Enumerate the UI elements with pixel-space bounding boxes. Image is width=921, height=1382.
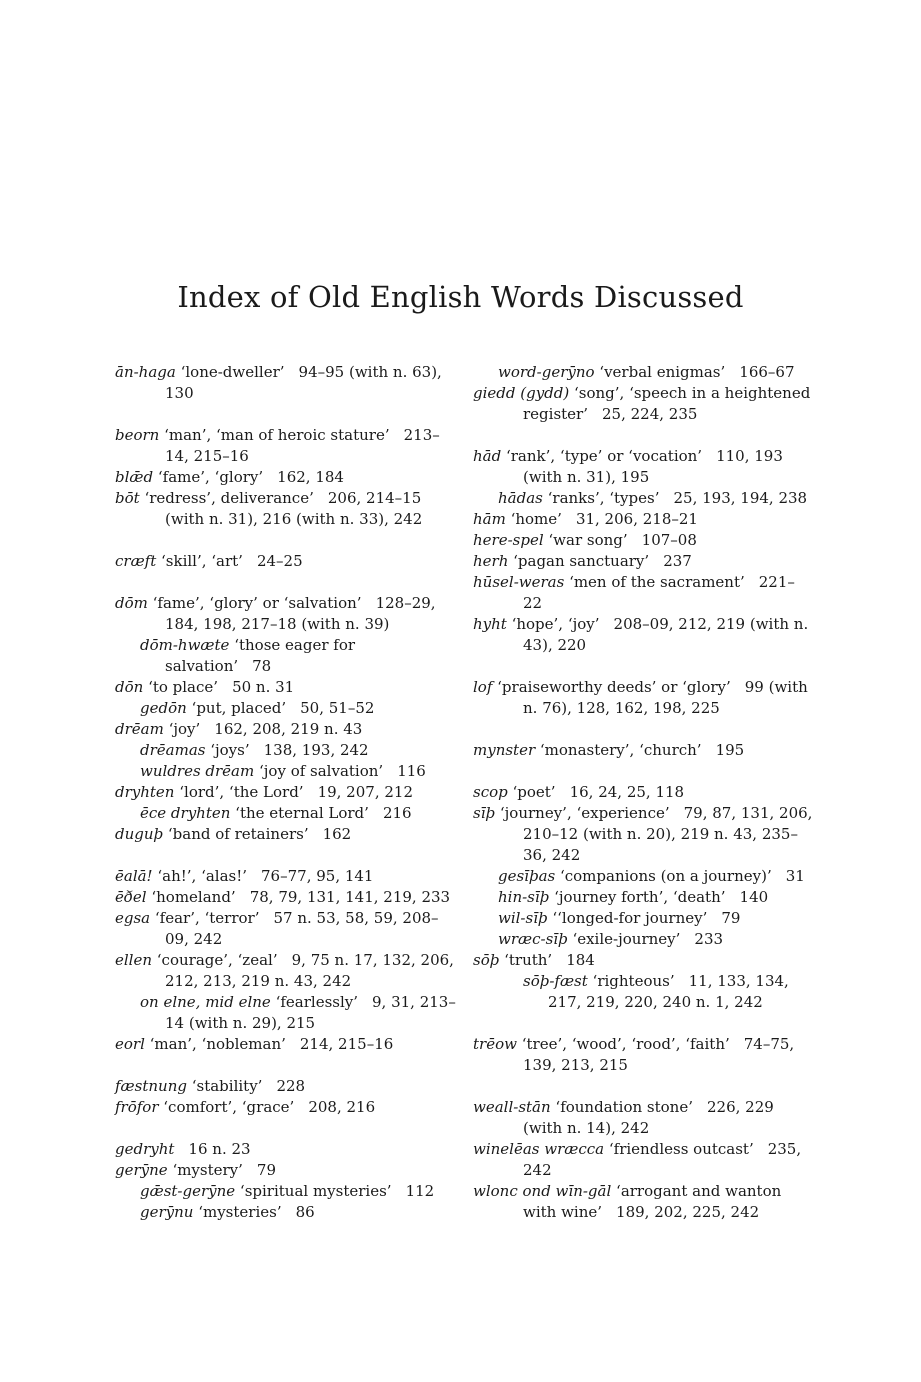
gloss: ‘friendless outcast’ bbox=[604, 1140, 754, 1158]
page-references: 19, 207, 212 bbox=[317, 783, 413, 801]
headword: ēðel bbox=[115, 888, 147, 906]
index-entry bbox=[115, 782, 460, 803]
headword: gedryht bbox=[115, 1140, 175, 1158]
gloss: ‘skill’, ‘art’ bbox=[156, 552, 243, 570]
headword: dōm bbox=[115, 594, 148, 612]
page-references: 79 bbox=[721, 909, 741, 927]
headword: fæstnung bbox=[115, 1077, 187, 1095]
page-references: 78 bbox=[252, 657, 272, 675]
index-entry bbox=[115, 887, 460, 908]
entry-group-gap bbox=[473, 1013, 813, 1034]
headword: gedōn bbox=[140, 699, 187, 717]
index-entry bbox=[115, 677, 460, 698]
gloss: ‘fear’, ‘terror’ bbox=[150, 909, 260, 927]
headword: dōn bbox=[115, 678, 144, 696]
index-entry bbox=[115, 362, 460, 404]
headword: ān-haga bbox=[115, 363, 176, 381]
page-references: 99 (with n. 76), 128, 162, 198, 225 bbox=[523, 678, 808, 717]
gloss: ‘pagan sanctuary’ bbox=[508, 552, 650, 570]
entry-group-gap bbox=[115, 572, 460, 593]
gloss: ‘tree’, ‘wood’, ‘rood’, ‘faith’ bbox=[516, 1035, 730, 1053]
headword: drēam bbox=[115, 720, 164, 738]
gloss: ‘praiseworthy deeds’ or ‘glory’ bbox=[492, 678, 731, 696]
page-references: 208–09, 212, 219 (with n. 43), 220 bbox=[523, 615, 809, 654]
gloss: ‘spiritual mysteries’ bbox=[235, 1182, 392, 1200]
headword: weall-stān bbox=[473, 1098, 551, 1116]
page-references: 216 bbox=[382, 804, 412, 822]
headword: ēce dryhten bbox=[140, 804, 231, 822]
gloss: ‘those eager for salvation’ bbox=[165, 636, 356, 675]
headword: frōfor bbox=[115, 1098, 159, 1116]
index-entry bbox=[473, 1034, 813, 1076]
index-entry bbox=[115, 1160, 460, 1181]
gloss: ‘joy of salvation’ bbox=[254, 762, 384, 780]
page-references: 233 bbox=[694, 930, 724, 948]
index-entry bbox=[473, 572, 813, 614]
page-references: 138, 193, 242 bbox=[263, 741, 369, 759]
page-references: 206, 214–15 (with n. 31), 216 (with n. 33), 242 bbox=[165, 489, 423, 528]
index-entry bbox=[473, 1139, 813, 1181]
headword: eorl bbox=[115, 1035, 145, 1053]
gloss: ‘put, placed’ bbox=[186, 699, 287, 717]
gloss: ‘courage’, ‘zeal’ bbox=[152, 951, 278, 969]
gloss: ‘lord’, ‘the Lord’ bbox=[174, 783, 304, 801]
page-references: 31 bbox=[785, 867, 805, 885]
page-references: 79 bbox=[256, 1161, 277, 1179]
gloss: ‘the eternal Lord’ bbox=[230, 804, 369, 822]
gloss: ‘to place’ bbox=[143, 678, 219, 696]
gloss: ‘companions (on a journey)’ bbox=[555, 867, 772, 885]
entry-group-gap bbox=[115, 1118, 460, 1139]
headword: sīþ bbox=[473, 804, 496, 822]
index-entry bbox=[473, 530, 813, 551]
index-entry bbox=[115, 551, 460, 572]
gloss: ‘fame’, ‘glory’ or ‘salvation’ bbox=[147, 594, 362, 612]
gloss: ‘band of retainers’ bbox=[163, 825, 309, 843]
index-column-left bbox=[115, 362, 460, 1223]
page-references: 50 n. 31 bbox=[232, 678, 295, 696]
headword: word-gerȳno bbox=[498, 363, 595, 381]
gloss: ‘journey forth’, ‘death’ bbox=[549, 888, 726, 906]
index-entry bbox=[115, 425, 460, 467]
headword: on elne, mid elne bbox=[140, 993, 271, 1011]
headword: ēalā! bbox=[115, 867, 153, 885]
page-references: 214, 215–16 bbox=[299, 1035, 394, 1053]
gloss: ‘war song’ bbox=[543, 531, 628, 549]
index-entry bbox=[473, 1097, 813, 1139]
page-references: 76–77, 95, 141 bbox=[261, 867, 374, 885]
page-references: 162, 208, 219 n. 43 bbox=[214, 720, 363, 738]
page-references: 140 bbox=[739, 888, 769, 906]
headword: lof bbox=[473, 678, 493, 696]
page-references: 213–14, 215–16 bbox=[165, 426, 440, 465]
index-subentry bbox=[473, 866, 813, 887]
gloss: ‘men of the sacrament’ bbox=[564, 573, 745, 591]
index-entry bbox=[473, 383, 813, 425]
headword: hādas bbox=[498, 489, 543, 507]
gloss: ‘poet’ bbox=[507, 783, 556, 801]
index-subentry bbox=[115, 698, 460, 719]
headword: cræft bbox=[115, 552, 157, 570]
page-references: 110, 193 (with n. 31), 195 bbox=[523, 447, 783, 486]
index-entry bbox=[115, 950, 460, 992]
gloss: ‘foundation stone’ bbox=[550, 1098, 693, 1116]
entry-group-gap bbox=[473, 425, 813, 446]
gloss: ‘stability’ bbox=[186, 1077, 263, 1095]
entry-group-gap bbox=[473, 719, 813, 740]
gloss: ‘journey’, ‘experience’ bbox=[495, 804, 670, 822]
gloss: ‘man’, ‘nobleman’ bbox=[144, 1035, 286, 1053]
headword: wuldres drēam bbox=[140, 762, 255, 780]
index-entry bbox=[115, 908, 460, 950]
headword: winelēas wræcca bbox=[473, 1140, 605, 1158]
index-entry bbox=[115, 719, 460, 740]
index-entry bbox=[473, 803, 813, 866]
entry-group-gap bbox=[473, 1076, 813, 1097]
headword: bōt bbox=[115, 489, 140, 507]
headword: gǣst-gerȳne bbox=[140, 1182, 236, 1200]
gloss: ‘ah!’, ‘alas!’ bbox=[152, 867, 248, 885]
index-entry bbox=[473, 509, 813, 530]
headword: wræc-sīþ bbox=[498, 930, 568, 948]
page-references: 162, 184 bbox=[277, 468, 344, 486]
page-references: 11, 133, 134, 217, 219, 220, 240 n. 1, 242 bbox=[548, 972, 789, 1011]
index-entry bbox=[473, 677, 813, 719]
page-title: Index of Old English Words Discussed bbox=[177, 280, 744, 314]
headword: duguþ bbox=[115, 825, 164, 843]
page-references: 25, 224, 235 bbox=[602, 405, 698, 423]
headword: gesīþas bbox=[498, 867, 556, 885]
index-subentry bbox=[115, 992, 460, 1034]
headword: beorn bbox=[115, 426, 160, 444]
index-entry bbox=[115, 1097, 460, 1118]
page-references: 25, 193, 194, 238 bbox=[673, 489, 808, 507]
gloss: ‘man’, ‘man of heroic stature’ bbox=[159, 426, 390, 444]
gloss: ‘righteous’ bbox=[587, 972, 675, 990]
index-entry bbox=[115, 467, 460, 488]
gloss: ‘home’ bbox=[505, 510, 562, 528]
headword: scop bbox=[473, 783, 508, 801]
page-references: 237 bbox=[663, 552, 692, 570]
page-references: 112 bbox=[405, 1182, 435, 1200]
index-subentry bbox=[473, 929, 813, 950]
page-references: 208, 216 bbox=[308, 1098, 376, 1116]
headword: wlonc ond wīn-gāl bbox=[473, 1182, 612, 1200]
page-references: 16, 24, 25, 118 bbox=[569, 783, 685, 801]
index-subentry bbox=[115, 1181, 460, 1202]
entry-group-gap bbox=[115, 845, 460, 866]
entry-group-gap bbox=[473, 656, 813, 677]
headword: herh bbox=[473, 552, 509, 570]
page-references: 162 bbox=[322, 825, 352, 843]
headword: egsa bbox=[115, 909, 151, 927]
index-subentry bbox=[473, 887, 813, 908]
headword: gerȳnu bbox=[140, 1203, 194, 1221]
index-entry bbox=[473, 782, 813, 803]
index-subentry bbox=[115, 740, 460, 761]
page-references: 235, 242 bbox=[523, 1140, 802, 1179]
page-references: 116 bbox=[397, 762, 426, 780]
gloss: ‘mysteries’ bbox=[193, 1203, 282, 1221]
page-references: 9, 75 n. 17, 132, 206, 212, 213, 219 n. 43, 242 bbox=[165, 951, 454, 990]
gloss: ‘mystery’ bbox=[167, 1161, 243, 1179]
page-references: 79, 87, 131, 206, 210–12 (with n. 20), 219 n. 43, 235–36, 242 bbox=[523, 804, 813, 864]
page-references: 86 bbox=[295, 1203, 315, 1221]
gloss: ‘verbal enigmas’ bbox=[594, 363, 726, 381]
index-entry bbox=[473, 740, 813, 761]
gloss: ‘rank’, ‘type’ or ‘vocation’ bbox=[501, 447, 703, 465]
page-references: 9, 31, 213–14 (with n. 29), 215 bbox=[165, 993, 456, 1032]
page-references: 31, 206, 218–21 bbox=[575, 510, 698, 528]
headword: mynster bbox=[473, 741, 536, 759]
index-entry bbox=[115, 824, 460, 845]
index-subentry bbox=[473, 362, 813, 383]
gloss: ‘joys’ bbox=[205, 741, 250, 759]
page-references: 228 bbox=[276, 1077, 306, 1095]
gloss: ‘arrogant and wanton with wine’ bbox=[523, 1182, 782, 1221]
headword: sōþ bbox=[473, 951, 500, 969]
page-references: 94–95 (with n. 63), 130 bbox=[165, 363, 442, 402]
headword: dryhten bbox=[115, 783, 175, 801]
page-references: 166–67 bbox=[739, 363, 795, 381]
gloss: ‘hope’, ‘joy’ bbox=[506, 615, 600, 633]
entry-group-gap bbox=[115, 530, 460, 551]
headword: ellen bbox=[115, 951, 153, 969]
index-subentry bbox=[115, 635, 460, 677]
entry-group-gap bbox=[473, 761, 813, 782]
headword: hām bbox=[473, 510, 506, 528]
page-references: 16 n. 23 bbox=[188, 1140, 251, 1158]
entry-group-gap bbox=[115, 404, 460, 425]
page-references: 57 n. 53, 58, 59, 208–09, 242 bbox=[165, 909, 439, 948]
index-subentry bbox=[473, 488, 813, 509]
page-references: 74–75, 139, 213, 215 bbox=[523, 1035, 795, 1074]
gloss: ‘ranks’, ‘types’ bbox=[542, 489, 660, 507]
index-entry bbox=[473, 551, 813, 572]
index-entry bbox=[115, 866, 460, 887]
gloss: ‘‘longed-for journey’ bbox=[547, 909, 708, 927]
page-references: 184 bbox=[566, 951, 595, 969]
page-references: 189, 202, 225, 242 bbox=[616, 1203, 760, 1221]
index-entry bbox=[473, 446, 813, 488]
gloss: ‘fame’, ‘glory’ bbox=[153, 468, 264, 486]
gloss: ‘song’, ‘speech in a heightened register’ bbox=[523, 384, 811, 423]
index-subentry bbox=[115, 1202, 460, 1223]
gloss: ‘redress’, deliverance’ bbox=[139, 489, 314, 507]
index-column-right bbox=[473, 362, 813, 1223]
page-references: 107–08 bbox=[641, 531, 697, 549]
gloss: ‘comfort’, ‘grace’ bbox=[158, 1098, 295, 1116]
index-entry bbox=[115, 1076, 460, 1097]
headword: trēow bbox=[473, 1035, 517, 1053]
page-references: 195 bbox=[715, 741, 745, 759]
index-entry bbox=[473, 950, 813, 971]
gloss: ‘fearlessly’ bbox=[270, 993, 358, 1011]
page-references: 50, 51–52 bbox=[300, 699, 375, 717]
index-entry bbox=[115, 488, 460, 530]
index-entry bbox=[115, 1034, 460, 1055]
headword: giedd (gydd) bbox=[473, 384, 570, 402]
index-entry bbox=[115, 1139, 460, 1160]
gloss: ‘lone-dweller’ bbox=[175, 363, 285, 381]
index-entry bbox=[473, 614, 813, 656]
index-subentry bbox=[473, 971, 813, 1013]
gloss: ‘homeland’ bbox=[146, 888, 236, 906]
index-subentry bbox=[473, 908, 813, 929]
headword: drēamas bbox=[140, 741, 206, 759]
headword: hyht bbox=[473, 615, 507, 633]
headword: hūsel-weras bbox=[473, 573, 565, 591]
headword: hād bbox=[473, 447, 502, 465]
index-entry bbox=[115, 593, 460, 635]
headword: dōm-hwæte bbox=[140, 636, 230, 654]
headword: wil-sīþ bbox=[498, 909, 548, 927]
gloss: ‘monastery’, ‘church’ bbox=[535, 741, 702, 759]
gloss: ‘truth’ bbox=[499, 951, 553, 969]
headword: blǣd bbox=[115, 468, 154, 486]
headword: sōþ-fæst bbox=[523, 972, 588, 990]
headword: gerȳne bbox=[115, 1161, 168, 1179]
index-entry bbox=[473, 1181, 813, 1223]
gloss: ‘joy’ bbox=[163, 720, 201, 738]
index-subentry bbox=[115, 761, 460, 782]
headword: here-spel bbox=[473, 531, 544, 549]
page-references: 226, 229 (with n. 14), 242 bbox=[523, 1098, 774, 1137]
page-references: 128–29, 184, 198, 217–18 (with n. 39) bbox=[165, 594, 436, 633]
page-references: 78, 79, 131, 141, 219, 233 bbox=[249, 888, 451, 906]
entry-group-gap bbox=[115, 1055, 460, 1076]
page-references: 24–25 bbox=[256, 552, 303, 570]
headword: hin-sīþ bbox=[498, 888, 550, 906]
gloss: ‘exile-journey’ bbox=[567, 930, 681, 948]
page-references: 221–22 bbox=[523, 573, 795, 612]
index-subentry bbox=[115, 803, 460, 824]
